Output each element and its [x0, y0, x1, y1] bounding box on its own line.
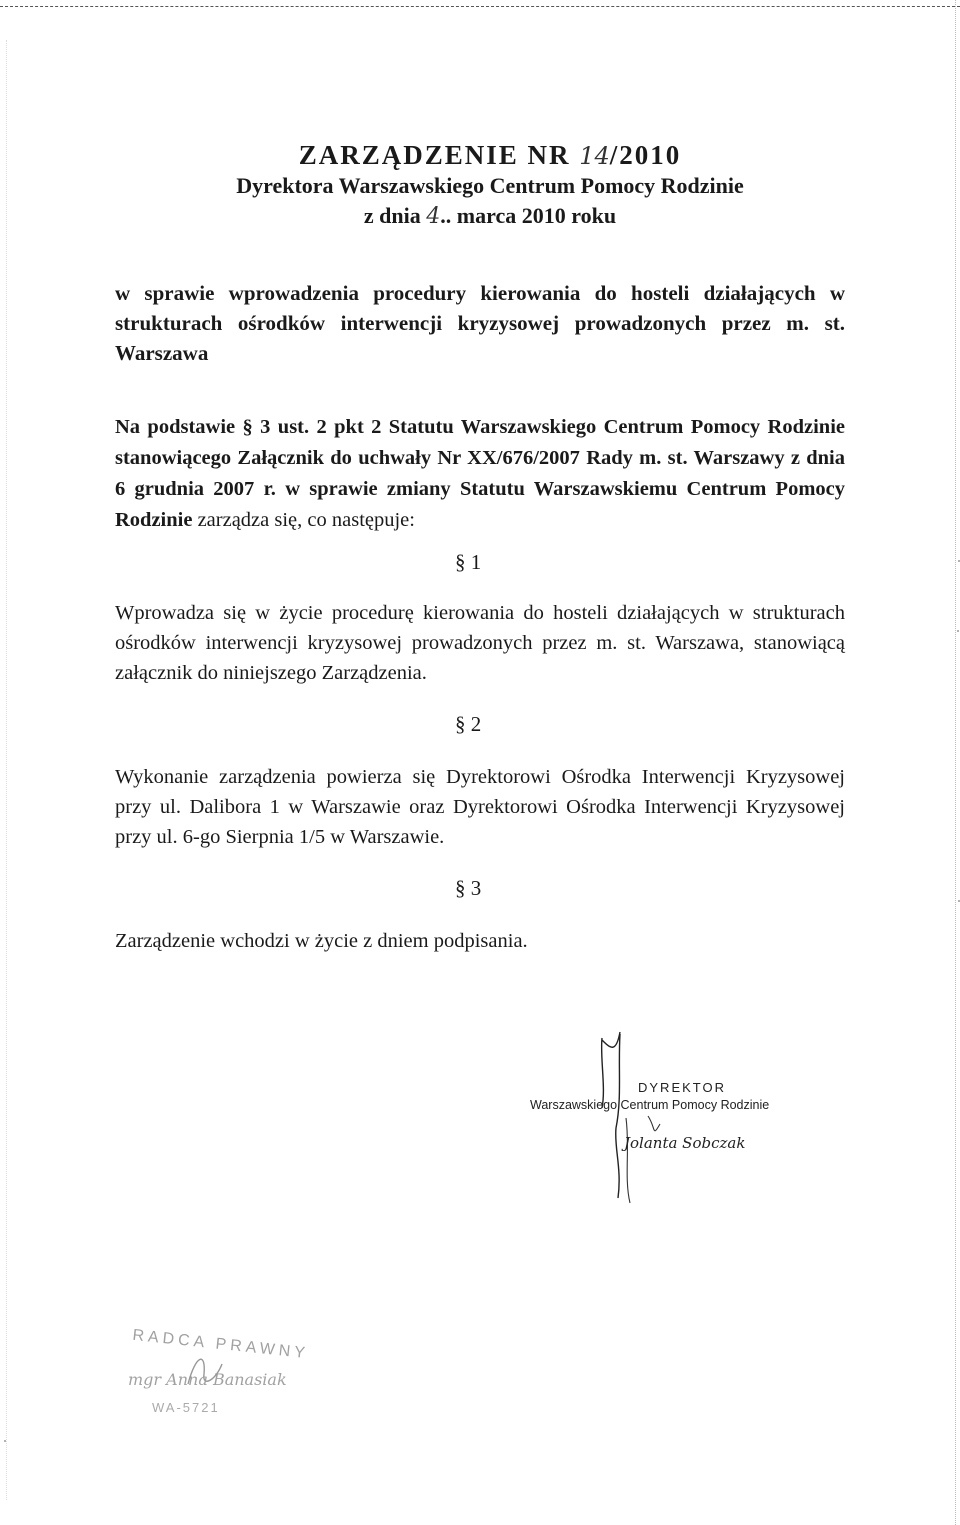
scan-top-border — [0, 6, 960, 7]
stamp-title: DYREKTOR — [638, 1080, 726, 1095]
document-title — [230, 140, 750, 171]
legal-counsel-stamp — [122, 1326, 312, 1440]
scan-speck — [4, 1440, 6, 1442]
legal-stamp-title: RADCA PRAWNY — [131, 1326, 310, 1363]
document-header — [230, 140, 750, 232]
preamble-decree: zarządza się, co następuje: — [192, 509, 415, 531]
preamble-legal-basis: Na podstawie § 3 ust. 2 pkt 2 Statutu Warszawskiego Centrum Pomocy Rodzinie stanowiącego Załącznik do uchwały Nr XX/676/2007 Rady m. st. Warszawy z dnia 6 grudnia 2007 r. w sprawie zmiany Statutu Warszawskiemu Centrum Pomocy Rodzinie — [115, 416, 845, 531]
stamp-name: Jolanta Sobczak — [624, 1134, 746, 1152]
section-1-text: Wprowadza się w życie procedurę kierowania do hosteli działających w strukturach ośrodków interwencji kryzysowej prowadzonych przez m. st. Warszawa, stanowiącą załącznik do niniejszego Zarządzenia. — [115, 602, 845, 684]
date-prefix: z dnia — [363, 203, 427, 228]
section-2-text: Wykonanie zarządzenia powierza się Dyrektorowi Ośrodka Interwencji Kryzysowej przy ul. Dalibora 1 w Warszawie oraz Dyrektorowi Ośrodka Interwencji Kryzysowej przy ul. 6-go Sierpnia 1/5 w Warszawie. — [115, 766, 845, 848]
section-2-mark: § 2 — [455, 712, 482, 736]
document-subject: w sprawie wprowadzenia procedury kierowania do hosteli działających w strukturach ośrodków interwencji kryzysowej prowadzonych przez m. st. Warszawa — [115, 281, 845, 365]
title-prefix: ZARZĄDZENIE NR — [298, 140, 580, 170]
handwritten-day: 4 — [426, 204, 441, 229]
title-suffix: /2010 — [609, 140, 682, 170]
section-3-mark: § 3 — [455, 876, 482, 900]
handwritten-number: 14 — [579, 142, 610, 170]
stamp-organization: Warszawskiego Centrum Pomocy Rodzinie — [530, 1098, 770, 1112]
issuer-line: Dyrektora Warszawskiego Centrum Pomocy Rodzinie — [236, 173, 744, 198]
legal-stamp-code: WA-5721 — [152, 1400, 220, 1415]
section-3-text: Zarządzenie wchodzi w życie z dniem podpisania. — [115, 930, 528, 952]
scan-left-edge — [6, 40, 7, 1500]
director-signature-stamp — [530, 1028, 800, 1218]
section-1-mark: § 1 — [455, 550, 482, 574]
date-suffix: .. marca 2010 roku — [440, 203, 617, 228]
handwritten-signature — [530, 1028, 800, 1218]
scan-right-edge — [955, 0, 956, 1525]
date-line — [230, 201, 750, 232]
legal-stamp-name: mgr Anna Banasiak — [128, 1370, 287, 1389]
scan-speck — [957, 630, 959, 632]
legal-stamp-initials-signature — [182, 1344, 232, 1394]
preamble — [115, 412, 845, 536]
